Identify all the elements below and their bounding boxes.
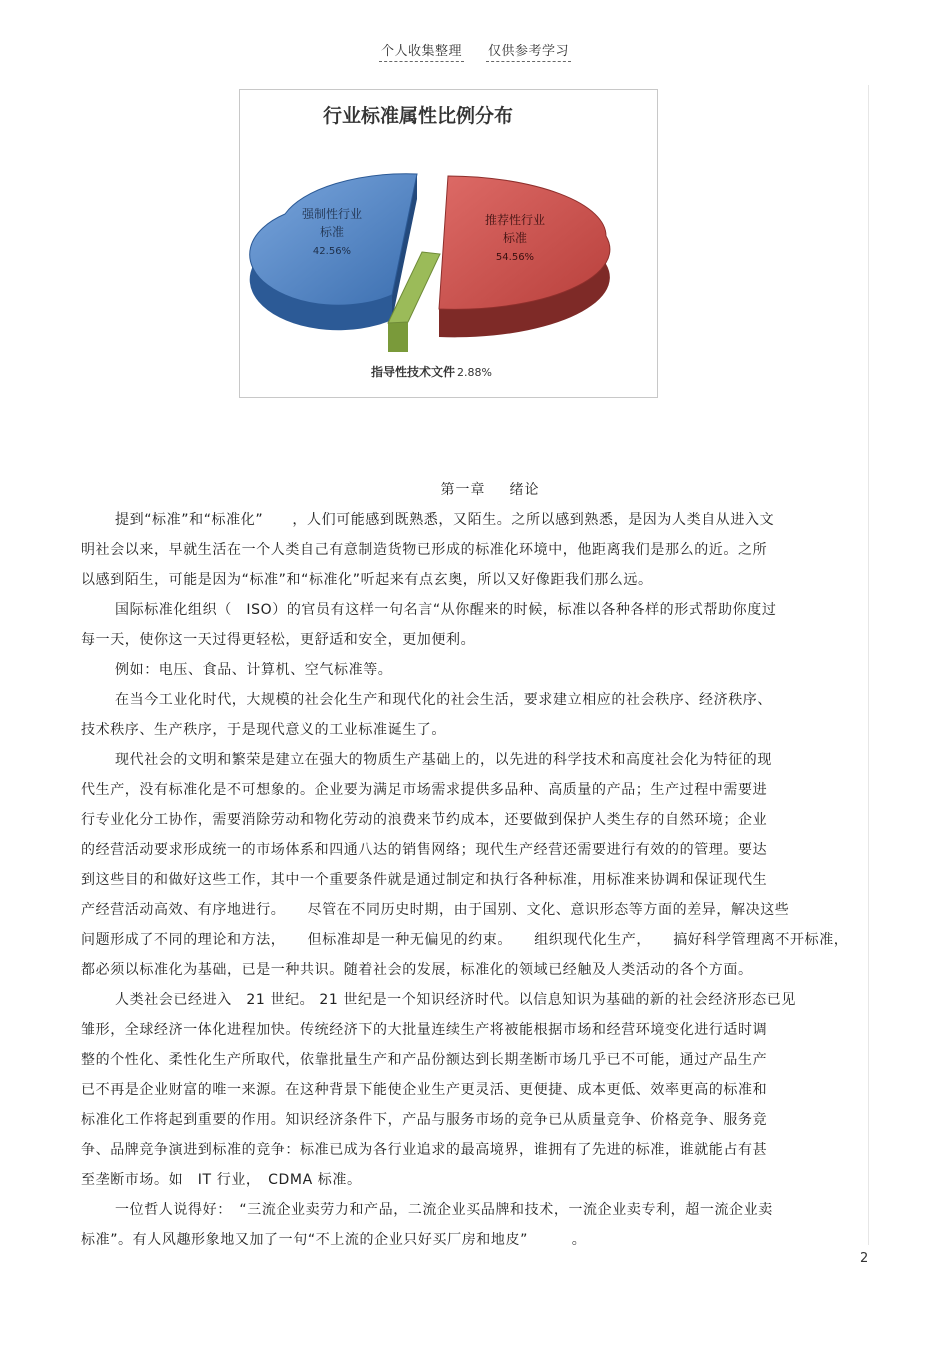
paragraph [81, 655, 851, 685]
text-line: 例如：电压、食品、计算机、空气标准等。 [115, 662, 393, 678]
label-recommended-line1: 推荐性行业 [484, 213, 546, 227]
text-line: 雏形，全球经济一体化进程加快。传统经济下的大批量连续生产将被能根据市场和经营环境变化进行适时调 [81, 1022, 768, 1038]
paragraph [81, 1195, 851, 1255]
chapter-number: 第一章 [440, 482, 486, 498]
paragraph [81, 685, 851, 745]
header-left-text: 个人收集整理 [379, 40, 464, 62]
label-mandatory-line2: 标准 [319, 225, 345, 239]
pie-slice-side-guidance [388, 322, 408, 352]
text-line: 行专业化分工协作，需要消除劳动和物化劳动的浪费来节约成本，还要做到保护人类生存的自然环境；企业 [81, 812, 768, 828]
text-line: 代生产，没有标准化是不可想象的。企业要为满足市场需求提供多品种、高质量的产品；生产过程中需要进 [81, 782, 768, 798]
text-line: 到这些目的和做好这些工作，其中一个重要条件就是通过制定和执行各种标准，用标准来协调和保证现代生 [81, 872, 768, 888]
label-mandatory-line1: 强制性行业 [301, 207, 363, 221]
label-guidance-percent: 2.88% [457, 366, 492, 379]
header-right-text: 仅供参考学习 [486, 40, 571, 62]
paragraph [81, 505, 851, 595]
text-line: 每一天，使你这一天过得更轻松，更舒适和安全，更加便利。 [81, 632, 476, 648]
text-line: 争、品牌竞争演进到标准的竞争：标准已成为各行业追求的最高境界，谁拥有了先进的标准，谁就能占有甚 [81, 1142, 768, 1158]
text-line: 产经营活动高效、有序地进行。 尽管在不同历史时期，由于国别、文化、意识形态等方面的差异，解决这些 [81, 902, 790, 918]
paragraph [81, 745, 851, 985]
text-line: 都必须以标准化为基础，已是一种共识。随着社会的发展，标准化的领域已经触及人类活动的各个方面。 [81, 962, 753, 978]
label-recommended-percent: 54.56% [495, 252, 535, 263]
text-line: 的经营活动要求形成统一的市场体系和四通八达的销售网络；现代生产经营还需要进行有效的的管理。要达 [81, 842, 768, 858]
text-line: 问题形成了不同的理论和方法， 但标准却是一种无偏见的约束。 组织现代化生产， 搞好科学管理离不开标准， [81, 932, 849, 948]
text-line: 现代社会的文明和繁荣是建立在强大的物质生产基础上的，以先进的科学技术和高度社会化为特征的现 [115, 752, 772, 768]
text-line: 标准”。有人风趣形象地又加了一句“不上流的企业只好买厂房和地皮” 。 [81, 1232, 587, 1248]
pie-chart-figure [239, 89, 658, 398]
label-mandatory-percent: 42.56% [312, 246, 352, 257]
margin-rule [868, 85, 869, 1245]
text-line: 整的个性化、柔性化生产所取代，依靠批量生产和产品份额达到长期垄断市场几乎已不可能，通过产品生产 [81, 1052, 768, 1068]
page-number: 2 [860, 1251, 869, 1266]
text-line: 以感到陌生，可能是因为“标准”和“标准化”听起来有点玄奥，所以又好像距我们那么远。 [81, 572, 653, 588]
text-line: 提到“标准”和“标准化” ，人们可能感到既熟悉，又陌生。之所以感到熟悉，是因为人类自从进入文 [115, 512, 775, 528]
chapter-heading [0, 479, 950, 499]
label-recommended-line2: 标准 [502, 231, 528, 245]
paragraph [81, 595, 851, 655]
text-line: 人类社会已经进入 21 世纪。 21 世纪是一个知识经济时代。以信息知识为基础的新的社会经济形态已见 [115, 992, 796, 1008]
text-line: 国际标准化组织（ ISO）的官员有这样一句名言“从你醒来的时候，标准以各种各样的形式帮助你度过 [115, 602, 777, 618]
label-guidance: 指导性技术文件 [370, 365, 455, 379]
chapter-title: 绪论 [509, 482, 540, 498]
text-line: 已不再是企业财富的唯一来源。在这种背景下能使企业生产更灵活、更便捷、成本更低、效率更高的标准和 [81, 1082, 768, 1098]
text-line: 至垄断市场。如 IT 行业， CDMA 标准。 [81, 1172, 362, 1188]
pie-chart-svg [240, 90, 657, 397]
page-header [0, 40, 950, 62]
chart-title: 行业标准属性比例分布 [322, 105, 514, 127]
text-line: 技术秩序、生产秩序，于是现代意义的工业标准诞生了。 [81, 722, 446, 738]
text-line: 一位哲人说得好： “三流企业卖劳力和产品，二流企业买品牌和技术，一流企业卖专利，超一流企业卖 [115, 1202, 773, 1218]
text-line: 明社会以来，早就生活在一个人类自己有意制造货物已形成的标准化环境中，他距离我们是那么的近。之所 [81, 542, 768, 558]
body-text [81, 505, 851, 1255]
text-line: 在当今工业化时代，大规模的社会化生产和现代化的社会生活，要求建立相应的社会秩序、经济秩序、 [115, 692, 772, 708]
text-line: 标准化工作将起到重要的作用。知识经济条件下，产品与服务市场的竞争已从质量竞争、价格竞争、服务竞 [81, 1112, 768, 1128]
pie-slice-mandatory [250, 174, 417, 305]
paragraph [81, 985, 851, 1195]
